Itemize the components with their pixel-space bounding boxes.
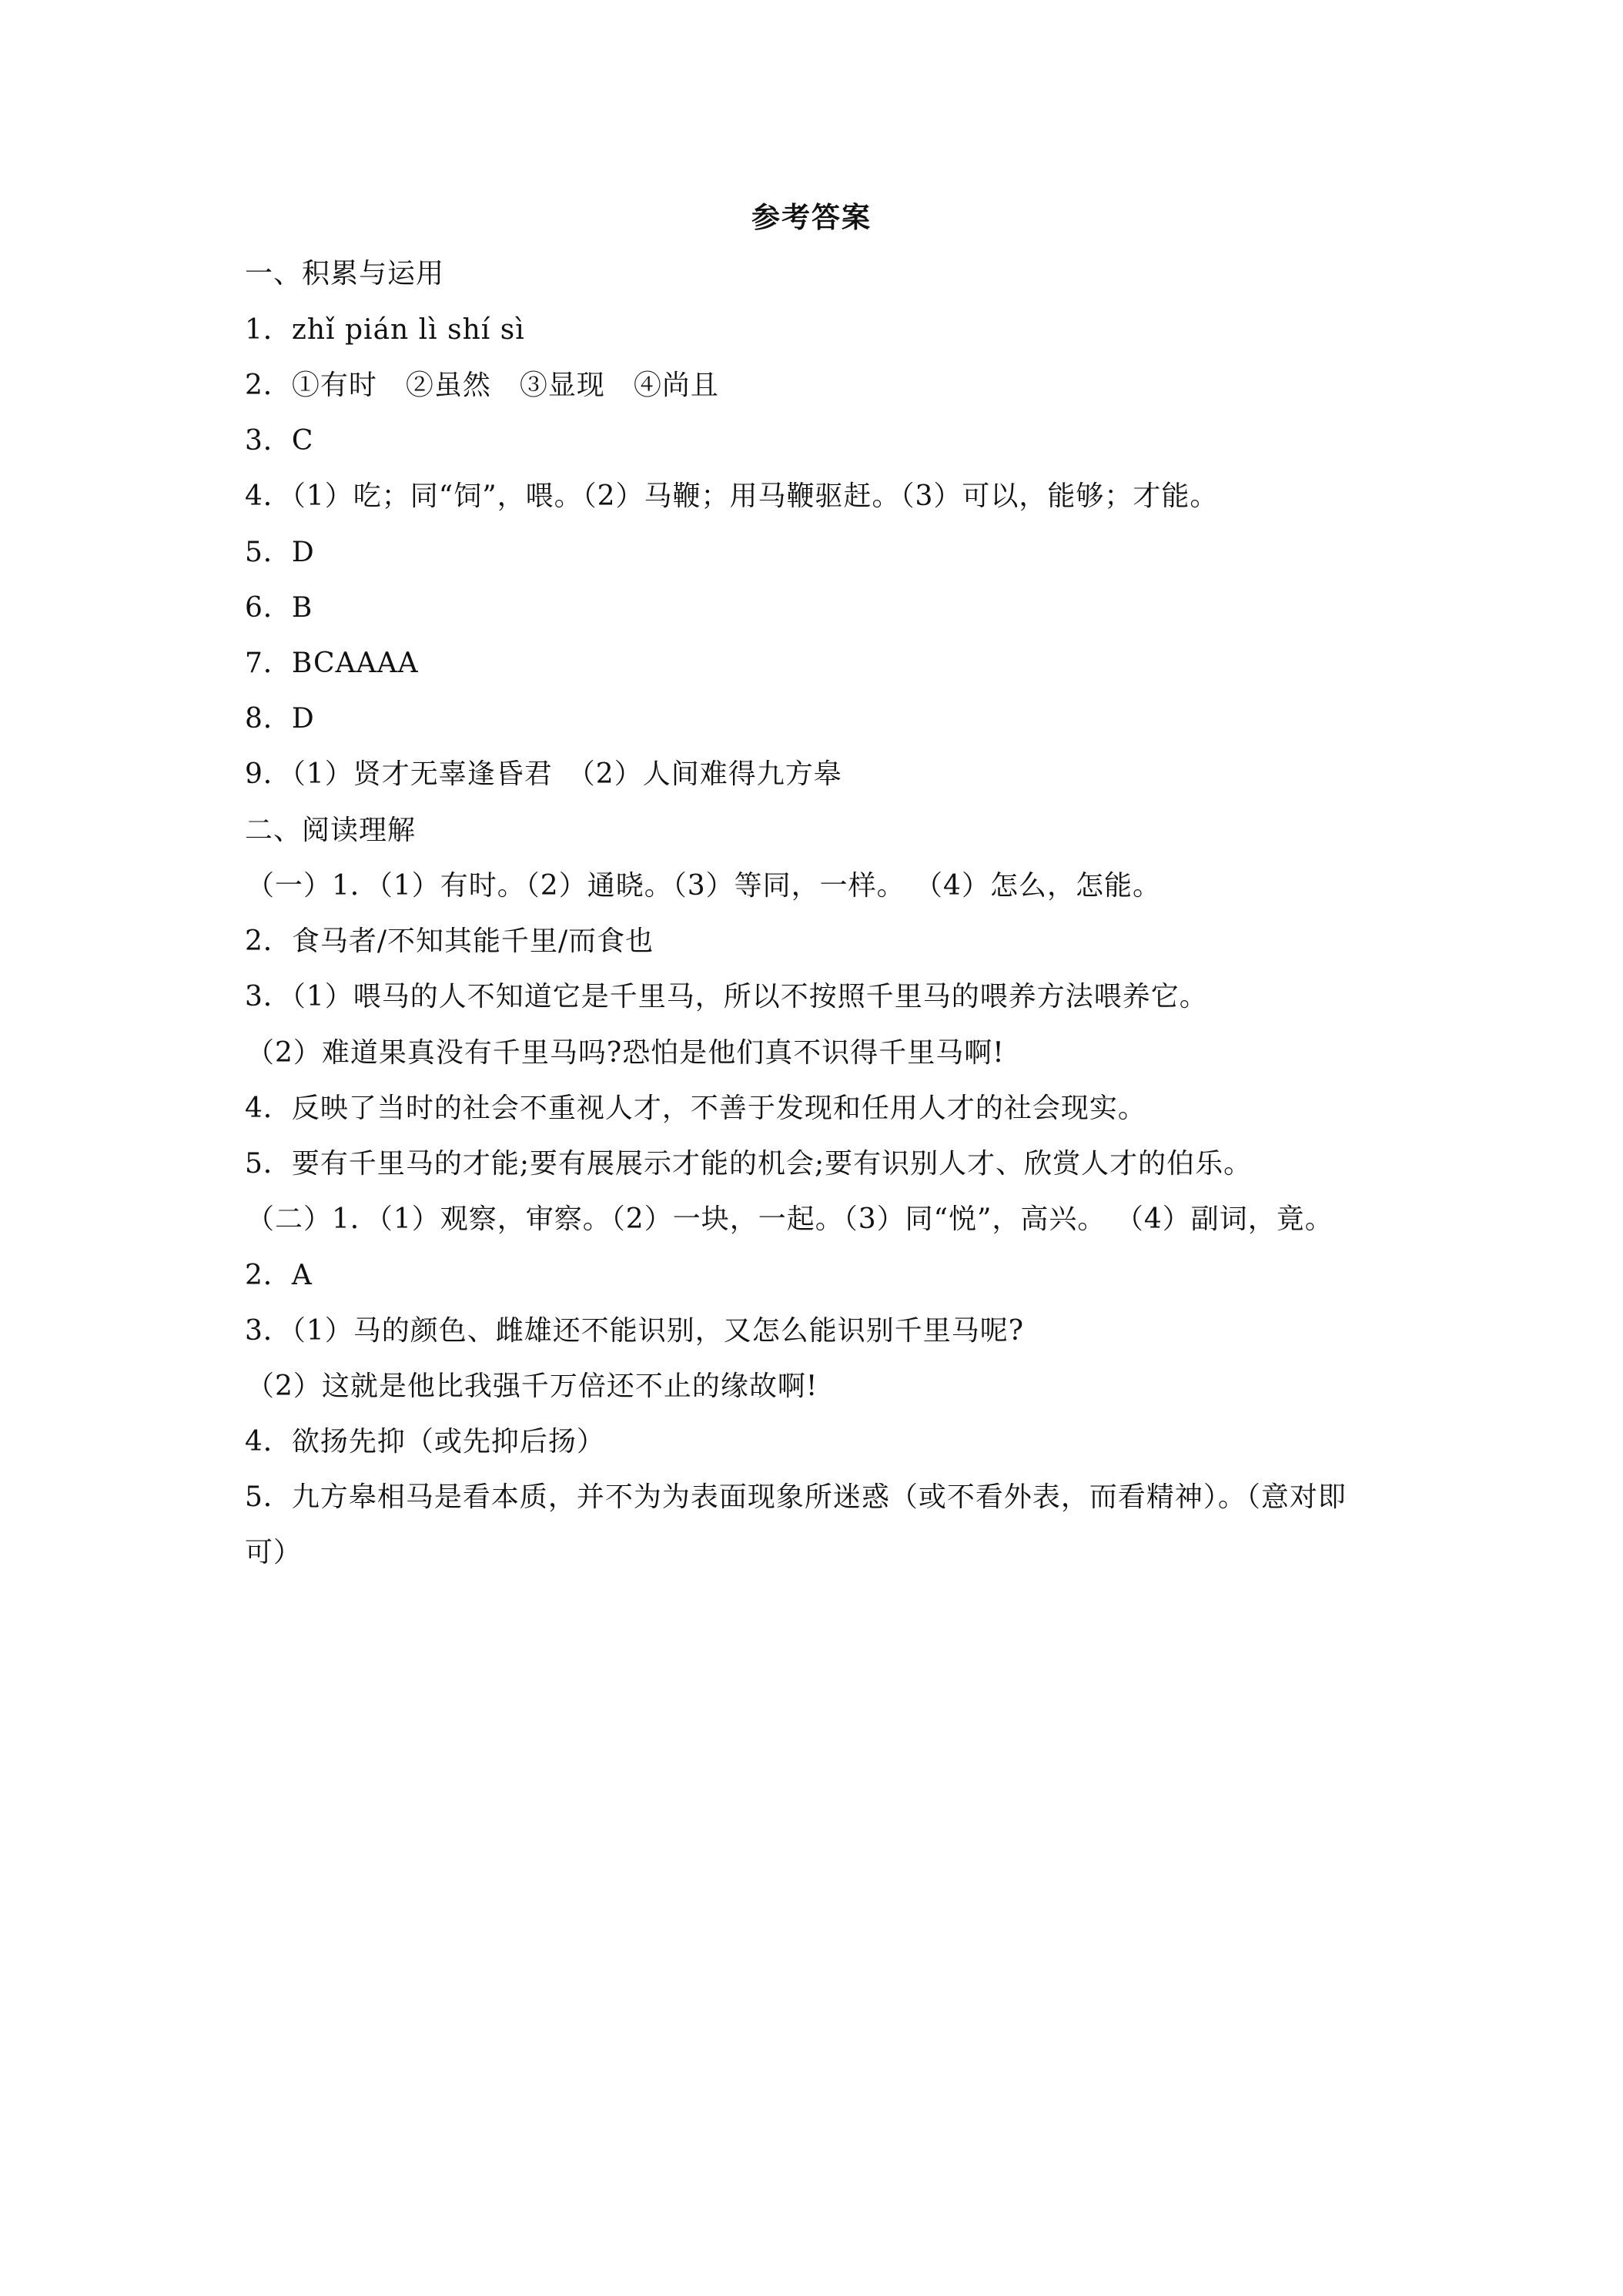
answer-1: 1．zhǐ pián lì shí sì — [245, 314, 525, 346]
reading-2-answer-4: 4．欲扬先抑（或先抑后扬） — [245, 1426, 605, 1458]
reading-2-answer-3b: （2）这就是他比我强千万倍还不止的缘故啊! — [246, 1371, 818, 1402]
answer-2: 2．①有时 ②虽然 ③显现 ④尚且 — [245, 370, 719, 401]
section-heading-accumulation: 一、积累与运用 — [245, 258, 445, 290]
answer-3: 3．C — [245, 425, 314, 457]
reading-1-answer-3b: （2）难道果真没有千里马吗?恐怕是他们真不识得千里马啊! — [246, 1037, 1005, 1069]
answer-9: 9．（1）贤才无辜逢昏君 （2）人间难得九方皋 — [245, 758, 842, 790]
answer-8: 8．D — [245, 703, 315, 735]
reading-2-answer-3a: 3．（1）马的颜色、雌雄还不能识别，又怎么能识别千里马呢? — [245, 1315, 1025, 1347]
reading-1-answer-3a: 3．（1）喂马的人不知道它是千里马，所以不按照千里马的喂养方法喂养它。 — [245, 981, 1208, 1012]
answer-6: 6．B — [245, 592, 313, 624]
page-title: 参考答案 — [751, 200, 872, 234]
reading-2-answer-1: （二）1．（1）观察，审察。（2）一块，一起。（3）同“悦”，高兴。 （4）副词，竟。 — [246, 1203, 1334, 1235]
reading-2-answer-5: 5．九方皋相马是看本质，并不为为表面现象所迷惑（或不看外表，而看精神）。（意对即可） — [245, 1481, 1347, 1568]
answer-5: 5．D — [245, 537, 315, 568]
section-heading-reading: 二、阅读理解 — [245, 815, 417, 846]
answer-7: 7．BCAAAA — [245, 648, 419, 679]
reading-1-answer-4: 4．反映了当时的社会不重视人才，不善于发现和任用人才的社会现实。 — [245, 1093, 1146, 1124]
reading-2-answer-2: 2．A — [245, 1260, 313, 1291]
answer-4: 4．（1）吃；同“饲”，喂。（2）马鞭；用马鞭驱赶。（3）可以，能够；才能。 — [245, 480, 1219, 512]
reading-1-answer-5: 5．要有千里马的才能;要有展展示才能的机会;要有识别人才、欣赏人才的伯乐。 — [245, 1148, 1253, 1180]
reading-1-answer-1: （一）1．（1）有时。（2）通晓。（3）等同，一样。 （4）怎么，怎能。 — [246, 870, 1161, 902]
reading-1-answer-2: 2．食马者/不知其能千里/而食也 — [245, 925, 654, 957]
